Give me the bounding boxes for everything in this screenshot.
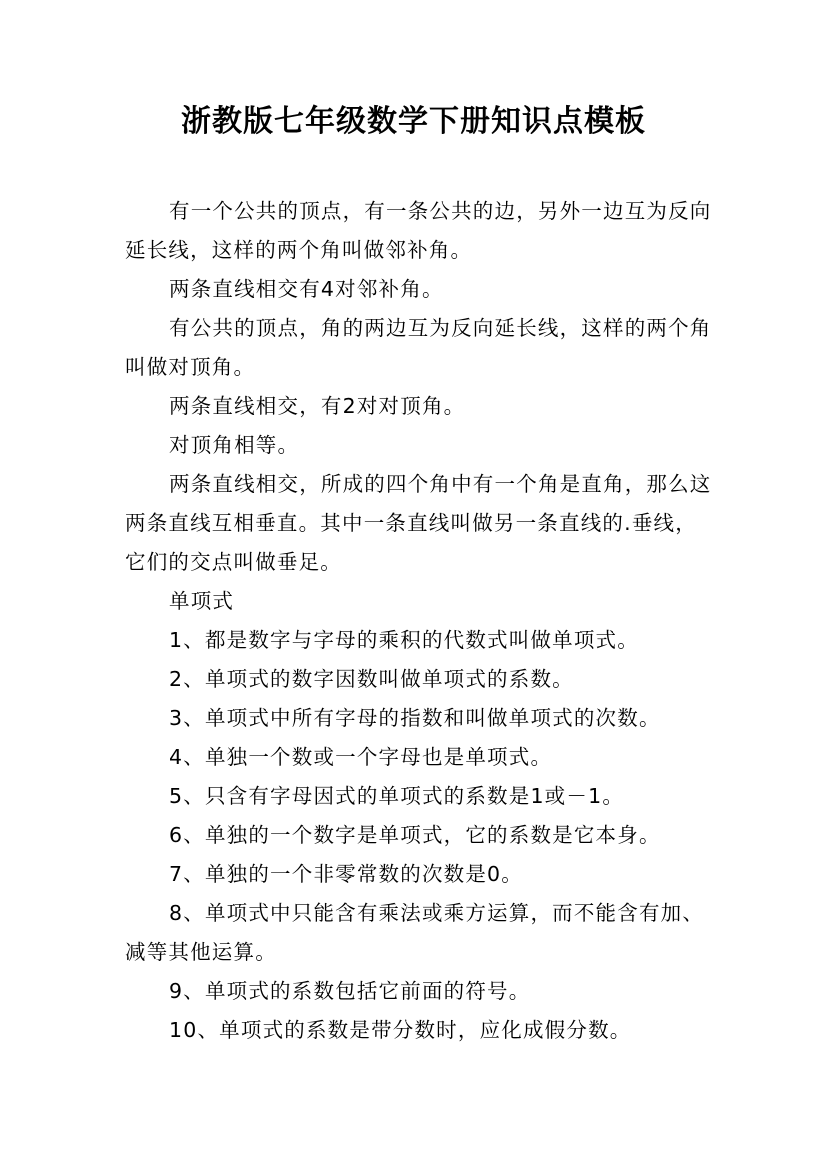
list-item-7: 7、单独的一个非零常数的次数是0。 [169, 862, 523, 886]
list-item-9: 9、单项式的系数包括它前面的符号。 [169, 979, 531, 1003]
list-item-4: 4、单独一个数或一个字母也是单项式。 [169, 745, 553, 769]
section-heading-monomial: 单项式 [169, 589, 235, 613]
document-title: 浙教版七年级数学下册知识点模板 [181, 104, 646, 139]
list-item-8: 8、单项式中只能含有乘法或乘方运算，而不能含有加、减等其他运算。 [125, 901, 705, 964]
paragraph-adjacent-supplementary-count: 两条直线相交有4对邻补角。 [169, 277, 444, 301]
list-item-1: 1、都是数字与字母的乘积的代数式叫做单项式。 [169, 628, 639, 652]
paragraph-perpendicular-definition: 两条直线相交，所成的四个角中有一个角是直角，那么这两条直线互相垂直。其中一条直线叫做另一条直线的.垂线，它们的交点叫做垂足。 [125, 472, 712, 574]
document-body [125, 192, 715, 1050]
paragraph-vertical-angle-definition: 有公共的顶点，角的两边互为反向延长线，这样的两个角叫做对顶角。 [125, 316, 712, 379]
paragraph-vertical-angles-equal: 对顶角相等。 [169, 433, 300, 457]
list-item-3: 3、单项式中所有字母的指数和叫做单项式的次数。 [169, 706, 661, 730]
paragraph-adjacent-supplementary-definition: 有一个公共的顶点，有一条公共的边，另外一边互为反向延长线，这样的两个角叫做邻补角。 [125, 199, 712, 262]
list-item-2: 2、单项式的数字因数叫做单项式的系数。 [169, 667, 574, 691]
paragraph-vertical-angle-count: 两条直线相交，有2对对顶角。 [169, 394, 466, 418]
list-item-10: 10、单项式的系数是带分数时，应化成假分数。 [169, 1018, 632, 1042]
list-item-5: 5、只含有字母因式的单项式的系数是1或－1。 [169, 784, 625, 808]
list-item-6: 6、单独的一个数字是单项式，它的系数是它本身。 [169, 823, 661, 847]
